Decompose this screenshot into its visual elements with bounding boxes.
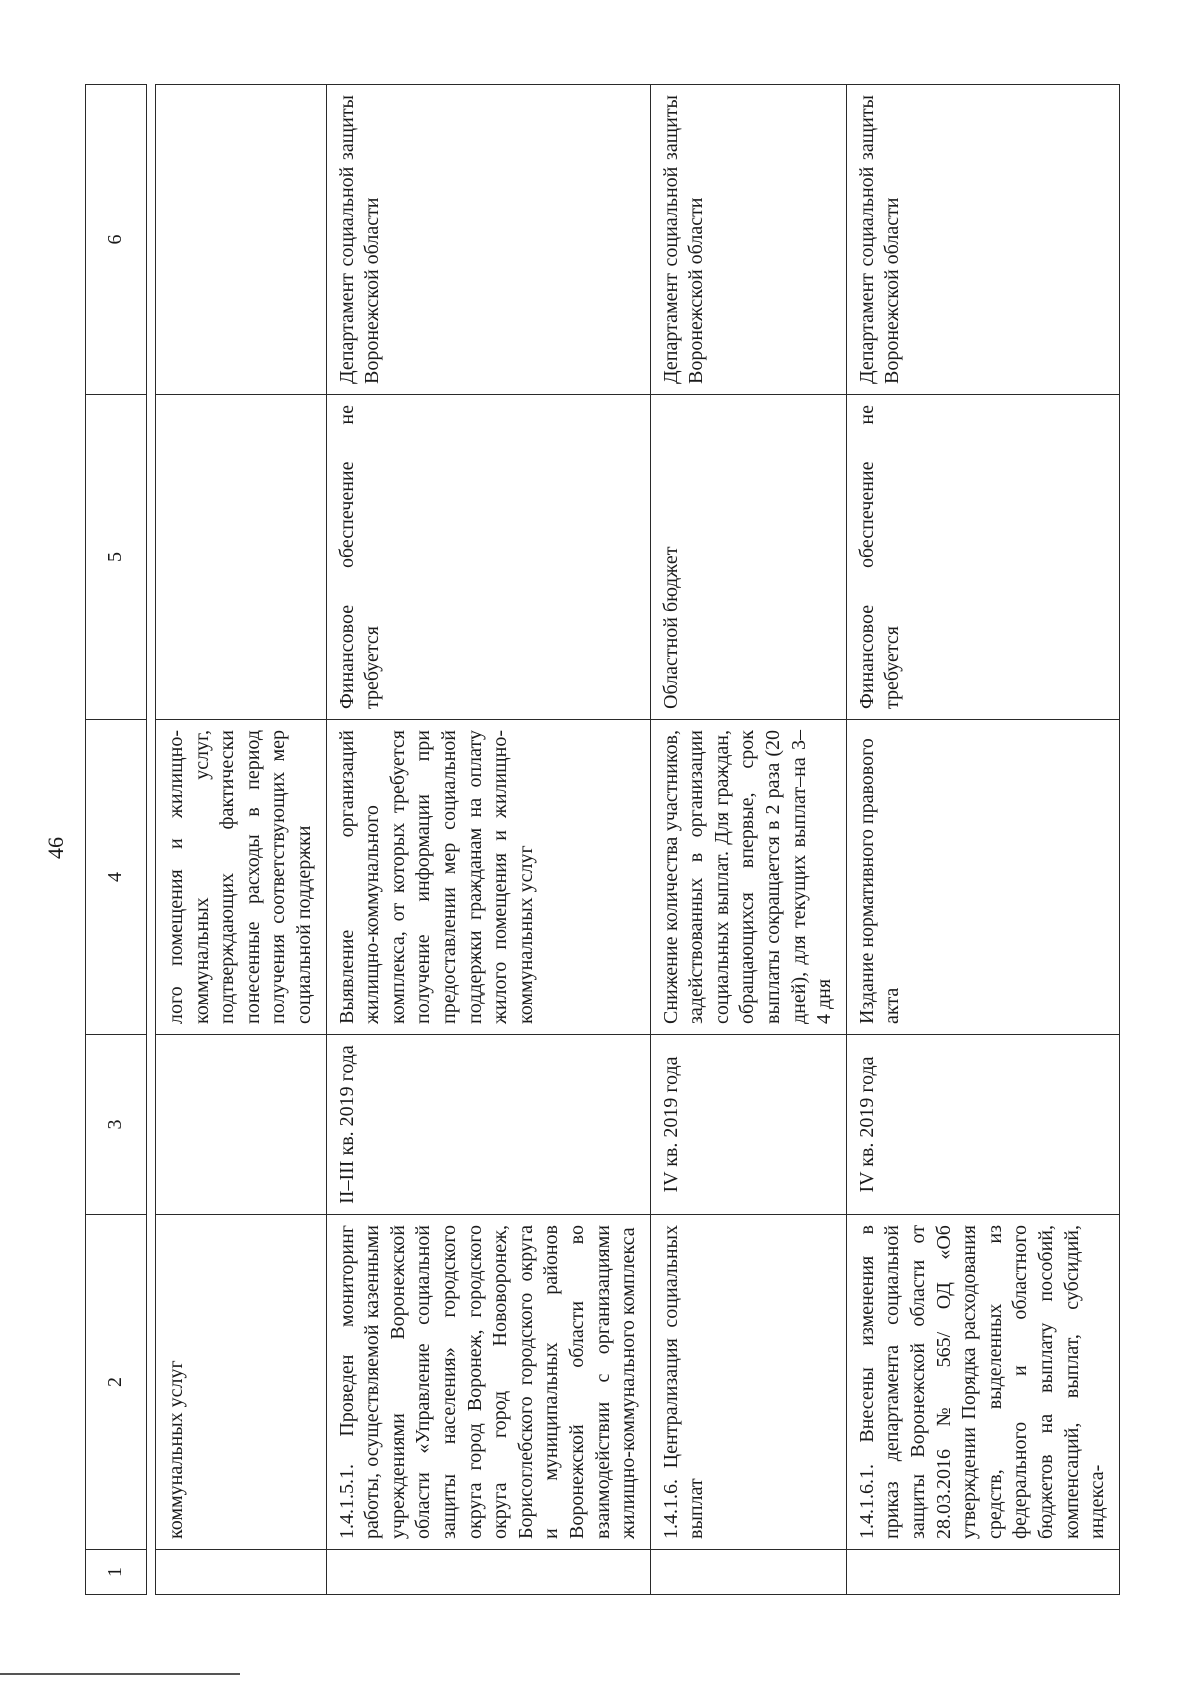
cell-measure: 1.4.1.6.1. Внесены изменения в приказ департамента социальной защиты Воронежской области от 28.03.2016 № 565/ ОД «Об утверждении Порядка расходования средств, выделенных из федерального и областного бюджетов на выплату пособий, компенсаций, выплат, субсидий, индекса- <box>846 1215 1119 1550</box>
table-row <box>846 85 1119 1595</box>
column-number-5: 5 <box>86 395 147 720</box>
cell-responsible: Департамент социальной защиты Воронежской области <box>650 85 846 395</box>
cell-responsible: Департамент социальной защиты Воронежской области <box>326 85 650 395</box>
cell-period <box>156 1035 327 1215</box>
cell-responsible: Департамент социальной защиты Воронежской области <box>846 85 1119 395</box>
cell-period: IV кв. 2019 года <box>650 1035 846 1215</box>
page-number: 46 <box>43 837 68 859</box>
table-row <box>650 85 846 1595</box>
cell-result: Снижение количества участников, задействованных в организации социальных выплат. Для граждан, обращающихся впервые, срок выплаты сокращается в 2 раза (20 дней), для текущих выплат–на 3–4 дня <box>650 720 846 1035</box>
column-number-4: 4 <box>86 720 147 1035</box>
scan-edge-line <box>0 1673 240 1675</box>
cell-index <box>650 1550 846 1595</box>
table-row <box>326 85 650 1595</box>
table-spacer-row <box>147 85 156 1595</box>
cell-period: IV кв. 2019 года <box>846 1035 1119 1215</box>
cell-result: Издание нормативного правового акта <box>846 720 1119 1035</box>
cell-measure: коммунальных услуг <box>156 1215 327 1550</box>
rotated-table-container <box>85 85 1110 1595</box>
table-header-row <box>86 85 147 1595</box>
cell-index <box>846 1550 1119 1595</box>
cell-result: лого помещения и жилищно-коммунальных услуг, подтверждающих фактически понесенные расходы в период получения соответствующих мер социальной поддержки <box>156 720 327 1035</box>
column-number-1: 1 <box>86 1550 147 1595</box>
measures-table <box>85 84 1120 1595</box>
column-number-2: 2 <box>86 1215 147 1550</box>
cell-measure: 1.4.1.6. Централизация социальных выплат <box>650 1215 846 1550</box>
cell-funding: Финансовое обеспечение не требуется <box>326 395 650 720</box>
cell-funding: Областной бюджет <box>650 395 846 720</box>
cell-measure: 1.4.1.5.1. Проведен мониторинг работы, осуществляемой казенными учреждениями Воронежской области «Управление социальной защиты населения» городского округа город Воронеж, городского округа город Нововоронеж, Борисоглебского городского округа и муниципальных районов Воронежской области во взаимодействии с организациями жилищно-коммунального комплекса <box>326 1215 650 1550</box>
cell-index <box>156 1550 327 1595</box>
cell-responsible <box>156 85 327 395</box>
table-row <box>156 85 327 1595</box>
cell-period: II–III кв. 2019 года <box>326 1035 650 1215</box>
cell-funding <box>156 395 327 720</box>
cell-index <box>326 1550 650 1595</box>
column-number-6: 6 <box>86 85 147 395</box>
column-number-3: 3 <box>86 1035 147 1215</box>
cell-funding: Финансовое обеспечение не требуется <box>846 395 1119 720</box>
cell-result: Выявление организаций жилищно-коммунального комплекса, от которых требуется получение информации при предоставлении мер социальной поддержки гражданам на оплату жилого помещения и жилищно-коммунальных услуг <box>326 720 650 1035</box>
